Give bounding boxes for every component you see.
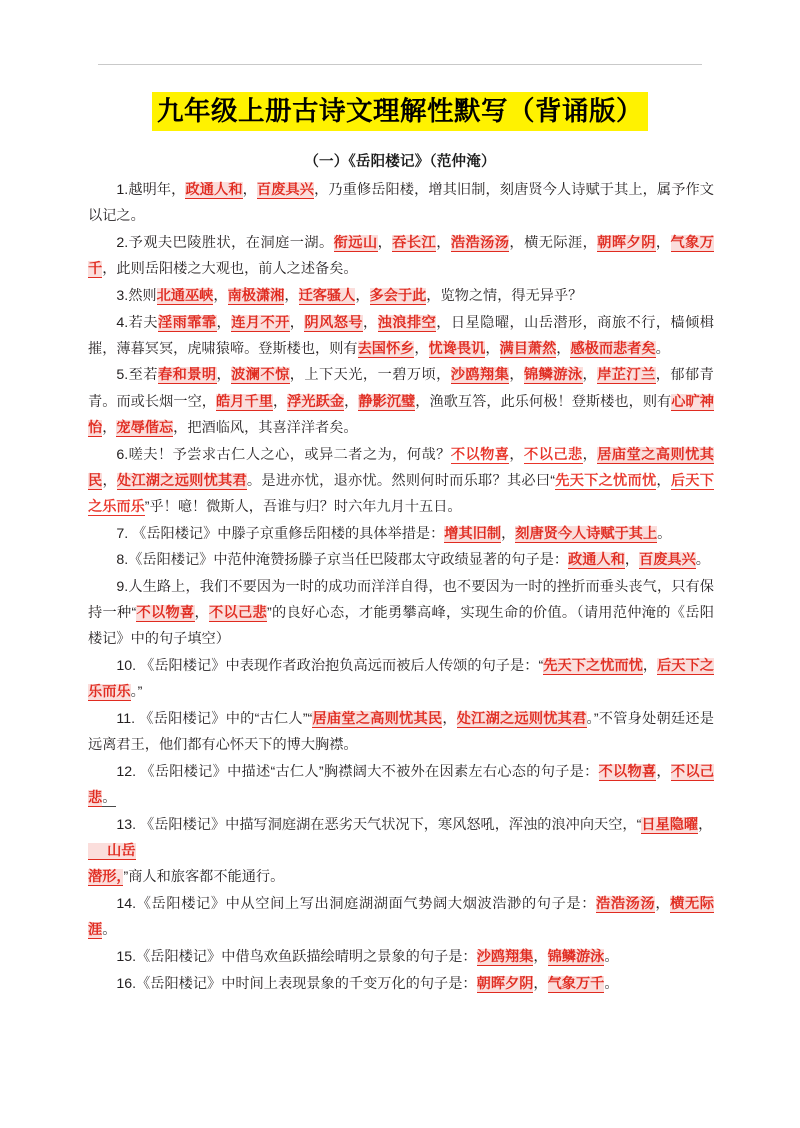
highlight-phrase: 满目萧然: [499, 340, 557, 357]
highlight-phrase: 不以己悲: [88, 763, 714, 807]
item-12-text-c: 。: [102, 790, 117, 807]
item-1-text-a: 1.越明年，: [116, 182, 186, 198]
header-divider: [98, 64, 702, 65]
highlight-phrase: 阴风怒号: [304, 314, 364, 331]
item-5-text-i: ，渔歌互答，此乐何极！登斯楼也，则有: [415, 393, 672, 410]
item-9-text-c: ”的良好心态，才能勇攀高峰，实现生命的价值。（请用范仲淹的《岳阳楼记》中的句子填空）: [88, 605, 714, 648]
list-item-4: [88, 310, 714, 362]
highlight-phrase: 居庙堂之高则忧其民: [312, 711, 443, 728]
item-6-text-a: 6.嗟夫！予尝求古仁人之心，或异二者之为，何哉？: [116, 446, 451, 463]
item-8-text-a: 8.《岳阳楼记》中范仲淹赞扬滕子京当任巴陵郡太守政绩显著的句子是：: [116, 552, 569, 569]
item-6-sep-4: ，: [656, 472, 671, 489]
highlight-phrase: 沙鸥翔集: [476, 948, 534, 965]
highlight-phrase: 锦鳞游泳: [547, 948, 605, 965]
item-4-sep-5: ，: [485, 340, 500, 357]
item-7-text-a: 7. 《岳阳楼记》中滕子京重修岳阳楼的具体举措是：: [116, 525, 445, 542]
list-item-5: [88, 362, 714, 441]
item-3-text-a: 3.然则: [116, 287, 157, 304]
highlight-phrase: 百废具兴: [256, 182, 315, 198]
page-title: 九年级上册古诗文理解性默写（背诵版）: [152, 92, 648, 131]
item-5-sep-3: ，: [582, 367, 598, 384]
item-10-text-a: 10. 《岳阳楼记》中表现作者政治抱负高远而被后人传颂的句子是：“: [116, 658, 544, 675]
item-5-text-a: 5.至若: [116, 367, 158, 384]
list-item-12: [88, 759, 714, 811]
highlight-phrase: 心旷神怡: [88, 393, 714, 436]
highlight-phrase: 气象万千: [547, 975, 605, 992]
item-6-sep-3: ，: [102, 472, 117, 489]
item-15-text-a: 15.《岳阳楼记》中借鸟欢鱼跃描绘晴明之景象的句子是：: [116, 948, 477, 965]
item-7-sep: ，: [501, 525, 516, 542]
highlight-phrase: 后天下之乐而乐: [88, 472, 714, 515]
highlight-phrase: 政通人和: [568, 552, 625, 569]
item-10-text-c: 。”: [130, 684, 143, 701]
highlight-phrase: 淫雨霏霏: [157, 314, 217, 331]
item-9-text-a: 9.人生路上，我们不要因为一时的成功而洋洋自得，也不要因为一时的挫折而垂头丧气，只有保持一种“: [88, 579, 714, 622]
highlight-phrase: 北通巫峡: [156, 287, 214, 304]
highlight-phrase: 气象万千: [88, 234, 714, 278]
highlight-phrase: 朝晖夕阴: [476, 975, 534, 992]
list-item-10: [88, 653, 714, 705]
highlight-phrase: 波澜不惊: [231, 367, 290, 384]
item-2-text-d: ，横无际涯，: [509, 234, 598, 251]
item-1-sep: ，: [242, 182, 257, 198]
highlight-phrase: 吞长江: [392, 234, 437, 251]
item-2-sep-2: ，: [436, 234, 451, 251]
highlight-phrase: 去国怀乡: [357, 340, 415, 357]
item-14-text-a: 14.《岳阳楼记》中从空间上写出洞庭湖湖面气势阔大烟波浩渺的句子是：: [116, 895, 597, 912]
highlight-phrase: 沙鸥翔集: [450, 367, 510, 384]
highlight-phrase: 增其旧制: [444, 525, 502, 542]
highlight-phrase: 浩浩汤汤: [596, 895, 656, 912]
highlight-phrase: 感极而悲者矣: [570, 340, 656, 357]
item-1-text-c: ，乃重修岳阳楼，增其旧制，刻唐贤今人诗赋于其上，属予作文以记之。: [88, 182, 714, 225]
item-12-sep: ，: [656, 763, 671, 780]
item-2-sep-1: ，: [377, 234, 393, 251]
highlight-phrase: 处江湖之远则忧其君: [116, 472, 247, 489]
item-5-sep-2: ，: [509, 367, 524, 384]
item-13-text-a: 13. 《岳阳楼记》中描写洞庭湖在恶劣天气状况下，寒风怒吼，浑浊的浪冲向天空，“: [116, 816, 642, 833]
highlight-phrase: 百废具兴: [639, 552, 696, 569]
list-item-8: [88, 547, 714, 573]
item-16-text-a: 16.《岳阳楼记》中时间上表现景象的千变万化的句子是：: [116, 975, 477, 992]
highlight-phrase: 不以物喜: [450, 446, 510, 463]
item-15-text-c: 。: [604, 948, 619, 965]
item-4-sep-4: ，: [414, 340, 429, 357]
highlight-phrase: 衔远山: [333, 234, 378, 251]
highlight-phrase: 锦鳞游泳: [523, 367, 583, 384]
item-13-text-c: ”商人和旅客都不能通行。: [123, 869, 285, 886]
list-item-7: [88, 521, 714, 547]
list-item-15: [88, 944, 714, 970]
item-8-sep: ，: [624, 552, 640, 569]
item-15-sep: ，: [533, 948, 548, 965]
item-6-text-e: 。是进亦忧，退亦忧。然则何时而乐耶？其必曰“: [246, 472, 556, 489]
page-title-container: [0, 92, 800, 131]
item-5-sep-4: ，: [272, 393, 288, 410]
highlight-phrase: 不以物喜: [598, 763, 657, 780]
item-5-text-f: ，郁郁青青。而或长烟一空，: [88, 367, 714, 410]
list-item-2: [88, 230, 714, 282]
list-item-16: [88, 971, 714, 997]
item-4-sep-3: ，: [363, 314, 378, 331]
item-4-sep-1: ，: [216, 314, 232, 331]
highlight-phrase: 政通人和: [185, 182, 243, 198]
highlight-phrase: 先天下之忧而忧: [555, 472, 657, 489]
highlight-phrase: 浮光跃金: [287, 393, 345, 410]
highlight-phrase: 不以物喜: [136, 605, 195, 622]
item-2-sep-3: ，: [655, 234, 671, 251]
highlight-phrase: 静影沉璧: [358, 393, 416, 410]
item-16-sep: ，: [533, 975, 548, 992]
highlight-phrase: 先天下之忧而忧: [543, 658, 643, 675]
item-14-text-c: 。: [102, 922, 117, 939]
item-14-sep: ，: [655, 895, 671, 912]
highlight-phrase: 连月不开: [231, 314, 290, 331]
list-item-13: [88, 812, 714, 891]
item-4-text-a: 4.若夫: [116, 314, 158, 331]
highlight-phrase: 潜形，: [88, 869, 124, 886]
list-item-3: [88, 283, 714, 309]
highlight-phrase: 岸芷汀兰: [597, 367, 656, 384]
item-8-text-c: 。: [695, 552, 710, 569]
item-11-sep: ，: [442, 711, 457, 728]
item-3-text-e: ，览物之情，得无异乎？: [426, 287, 583, 304]
list-item-6: [88, 442, 714, 521]
highlight-phrase: 朝晖夕阴: [597, 234, 656, 251]
highlight-phrase: 浊浪排空: [377, 314, 437, 331]
highlight-phrase: 不以己悲: [209, 605, 267, 622]
item-16-text-c: 。: [604, 975, 619, 992]
item-5-text-c: ，上下天光，一碧万顷，: [289, 367, 451, 384]
highlight-phrase: 宠辱偕忘: [116, 419, 174, 436]
item-10-sep: ，: [642, 658, 658, 675]
item-6-text-g: ”乎！噫！微斯人，吾谁与归？时六年九月十五日。: [144, 498, 462, 515]
highlight-phrase: 浩浩汤汤: [450, 234, 510, 251]
item-5-sep-5: ，: [344, 393, 359, 410]
list-item-11: [88, 706, 714, 758]
list-item-9: [88, 574, 714, 653]
item-13-sep: ，: [698, 816, 713, 833]
item-5-text-k: ，把酒临风，其喜洋洋者矣。: [173, 419, 358, 436]
highlight-phrase: 迁客骚人: [298, 287, 356, 304]
item-4-text-e: ，日星隐曜，山岳潜形，商旅不行，樯倾楫摧，薄暮冥冥，虎啸猿啼。登斯楼也，则有: [88, 314, 714, 357]
item-4-sep-6: ，: [556, 340, 571, 357]
item-3-sep-3: ，: [355, 287, 370, 304]
item-2-text-f: ，此则岳阳楼之大观也，前人之述备矣。: [102, 261, 358, 278]
highlight-phrase: 忧谗畏讥: [428, 340, 486, 357]
highlight-phrase: 山岳: [88, 843, 136, 860]
highlight-phrase: 刻唐贤今人诗赋于其上: [515, 525, 658, 542]
highlight-phrase: 处江湖之远则忧其君: [456, 711, 587, 728]
item-5-sep-1: ，: [216, 367, 232, 384]
highlight-phrase: 南极潇湘: [227, 287, 285, 304]
item-12-text-a: 12. 《岳阳楼记》中描述“古仁人”胸襟阔大不被外在因素左右心态的句子是：: [116, 763, 599, 780]
highlight-phrase: 春和景明: [157, 367, 217, 384]
section-subtitle: （一）《岳阳楼记》（范仲淹）: [304, 154, 496, 170]
item-4-sep-2: ，: [289, 314, 305, 331]
item-3-sep-1: ，: [213, 287, 228, 304]
item-11-text-c: 。”不管身处朝廷还是远离君王，他们都有心怀天下的博大胸襟。: [88, 711, 714, 754]
item-5-sep-6: ，: [102, 419, 117, 436]
highlight-phrase: 不以己悲: [524, 446, 583, 463]
list-item-14: [88, 891, 714, 943]
item-6-sep-2: ，: [582, 446, 598, 463]
highlight-phrase: 居庙堂之高则忧其民: [88, 446, 714, 489]
highlight-phrase: 多会于此: [369, 287, 427, 304]
list-item-1: [88, 177, 714, 229]
highlight-phrase: 日星隐曜: [641, 816, 699, 833]
highlight-phrase: 皓月千里: [216, 393, 273, 410]
item-2-text-a: 2.予观夫巴陵胜状，在洞庭一湖。: [116, 234, 334, 251]
content-body: [88, 177, 714, 997]
item-4-text-i: 。: [655, 340, 670, 357]
item-6-sep-1: ，: [509, 446, 525, 463]
highlight-phrase: 横无际涯: [88, 895, 714, 939]
item-9-sep: ，: [194, 605, 210, 622]
item-7-text-c: 。: [657, 525, 672, 542]
item-3-sep-2: ，: [284, 287, 299, 304]
highlight-phrase: 后天下之乐而乐: [88, 658, 714, 701]
item-11-text-a: 11. 《岳阳楼记》中的“古仁人”“: [116, 711, 313, 728]
